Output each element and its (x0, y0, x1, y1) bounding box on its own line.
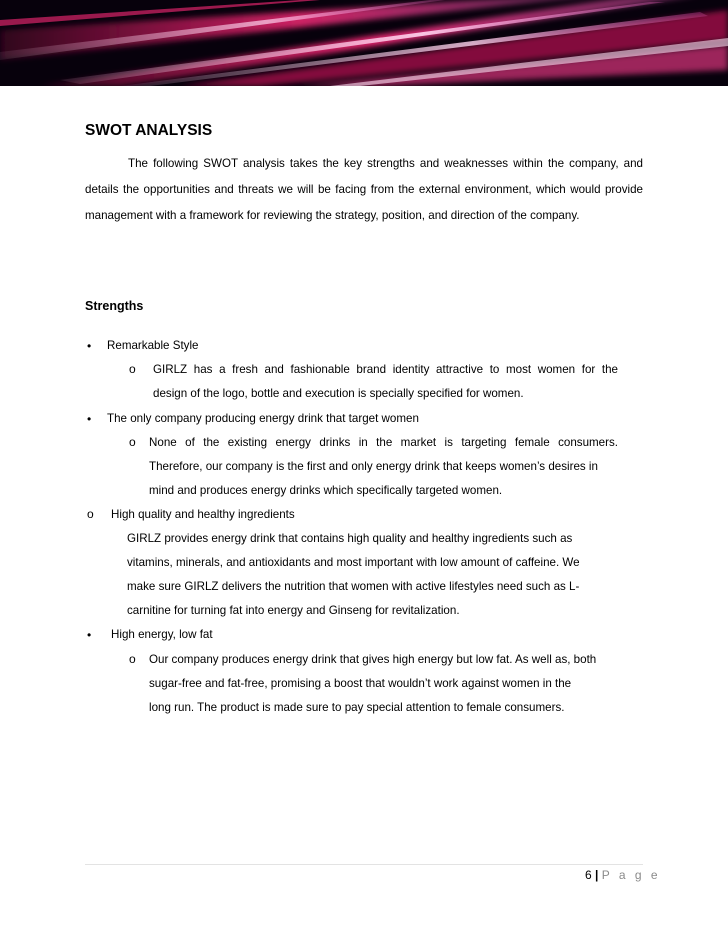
hollow-bullet-icon: o (129, 652, 136, 666)
list-item-title: Remarkable Style (107, 339, 199, 352)
list-item-line: carnitine for turning fat into energy and Ginseng for revitalization. (127, 604, 460, 617)
list-item-line: Therefore, our company is the first and only energy drink that keeps women’s desires in (149, 460, 598, 473)
page-number: 6 (585, 868, 592, 882)
list-item-line: mind and produces energy drinks which specifically targeted women. (149, 484, 503, 497)
list-item-line: sugar-free and fat-free, promising a boost that wouldn’t work against women in the (149, 677, 572, 690)
list-item-title: High quality and healthy ingredients (111, 508, 295, 521)
list-item-title: The only company producing energy drink that target women (107, 412, 419, 425)
list-item-line: vitamins, minerals, and antioxidants and most important with low amount of caffeine. We (127, 556, 580, 569)
footer-divider (85, 864, 643, 865)
filled-bullet-icon: • (87, 412, 92, 426)
filled-bullet-icon: • (87, 339, 92, 353)
list-item-line: make sure GIRLZ delivers the nutrition that women with active lifestyles need such as L- (127, 580, 580, 593)
list-item-line: Our company produces energy drink that gives high energy but low fat. As well as, both (149, 653, 597, 666)
footer-separator: | (595, 868, 599, 882)
list-item-line: GIRLZ has a fresh and fashionable brand identity attractive to most women for the (153, 363, 618, 376)
filled-bullet-icon: • (87, 628, 92, 642)
intro-paragraph (85, 151, 643, 229)
list-item-line: None of the existing energy drinks in the market is targeting female consumers. (149, 436, 618, 449)
page-footer (585, 868, 661, 882)
page-label: P a g e (601, 868, 661, 882)
intro-text: The following SWOT analysis takes the key strengths and weaknesses within the company, and details the opportunities and threats we will be facing from the external environment, which would provide management with a framework for reviewing the strategy, position, and direction of the company. (85, 157, 643, 222)
strengths-heading: Strengths (85, 299, 144, 313)
list-item-line: design of the logo, bottle and execution is specially specified for women. (153, 387, 524, 400)
hollow-bullet-icon: o (129, 362, 136, 376)
hollow-bullet-icon: o (87, 507, 94, 521)
section-title: SWOT ANALYSIS (85, 122, 213, 139)
hollow-bullet-icon: o (129, 435, 136, 449)
list-item-line: GIRLZ provides energy drink that contains high quality and healthy ingredients such as (127, 532, 573, 545)
list-item-line: long run. The product is made sure to pay special attention to female consumers. (149, 701, 565, 714)
list-item-title: High energy, low fat (111, 628, 213, 641)
